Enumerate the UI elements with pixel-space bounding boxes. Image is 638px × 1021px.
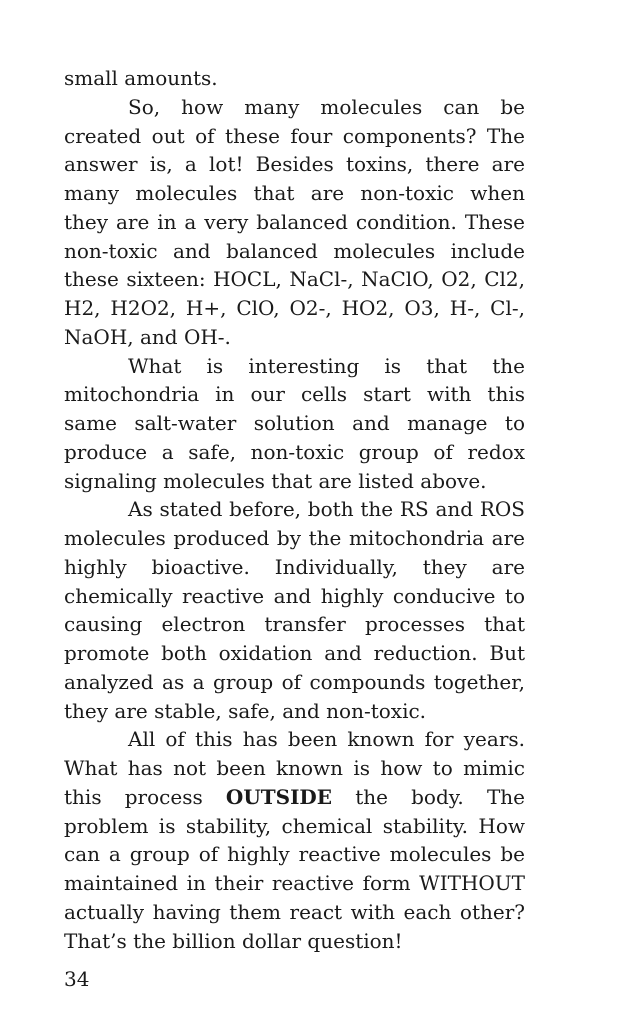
paragraph-molecules-count: So, how many molecules can be created out of these four components? The answer is, a lot! Besides toxins, there are many molecules that are non-toxic when they are in a very balanced condition. These non-toxic and balanced molecules include these sixteen: HOCL, NaCl-, NaClO, O2, Cl2, H2, H2O2, H+, ClO, O2-, HO2, O3, H-, Cl-, NaOH, and OH-. <box>64 94 525 349</box>
paragraph-mitochondria: What is interesting is that the mitochondria in our cells start with this same salt-water solution and manage to produce a safe, non-toxic group of redox signaling molecules that are listed above. <box>64 353 525 493</box>
paragraph-stability <box>64 725 525 955</box>
paragraph-bioactive: As stated before, both the RS and ROS molecules produced by the mitochondria are highly bioactive. Individually, they are chemically reactive and highly conducive to causing electron transfer processes that promote both oxidation and reduction. But analyzed as a group of compounds together, they are stable, safe, and non-toxic. <box>64 497 525 723</box>
emphasis-outside: OUTSIDE <box>225 784 333 809</box>
paragraph-continuation: small amounts. <box>64 66 218 90</box>
paragraph-stability-text-1: All of this has been known for years. What has not been known is how to mimic this process <box>64 727 525 809</box>
page-number: 34 <box>64 967 90 991</box>
body-text <box>64 64 525 955</box>
paragraph-stability-text-2: the body. The problem is stability, chemical stability. How can a group of highly reactive molecules be maintained in their reactive form WITHOUT actually having them react with each other? That’s the billion dollar question! <box>64 784 525 953</box>
